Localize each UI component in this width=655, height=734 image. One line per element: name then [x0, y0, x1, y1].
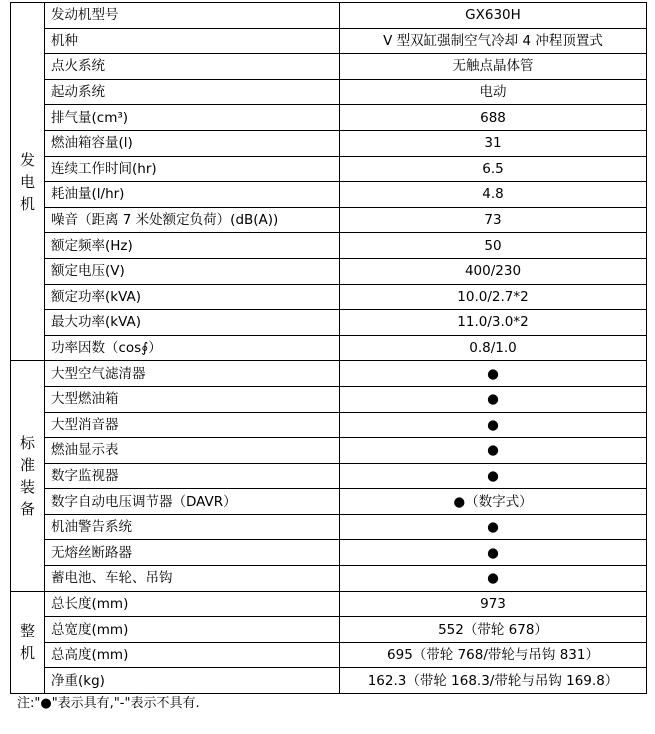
spec-value: 973 — [340, 591, 647, 617]
spec-label: 总高度(mm) — [45, 642, 340, 668]
table-row — [11, 182, 647, 208]
spec-value: 4.8 — [340, 182, 647, 208]
spec-value: 552（带轮 678） — [340, 617, 647, 643]
spec-label: 大型消音器 — [45, 412, 340, 438]
table-row — [11, 130, 647, 156]
group-label: 标准装备 — [20, 433, 36, 518]
table-row — [11, 284, 647, 310]
spec-table-body — [11, 3, 647, 694]
table-row — [11, 463, 647, 489]
table-row — [11, 591, 647, 617]
table-row — [11, 3, 647, 29]
spec-value: GX630H — [340, 3, 647, 29]
spec-label: 机油警告系统 — [45, 514, 340, 540]
table-row — [11, 489, 647, 515]
table-row — [11, 412, 647, 438]
table-row — [11, 642, 647, 668]
spec-table — [10, 2, 647, 694]
spec-value: 162.3（带轮 168.3/带轮与吊钩 169.8） — [340, 668, 647, 694]
group-label: 整机 — [20, 622, 36, 663]
table-row — [11, 617, 647, 643]
spec-label: 功率因数（cos∮） — [45, 335, 340, 361]
group-label-cell — [11, 361, 45, 591]
spec-label: 数字监视器 — [45, 463, 340, 489]
spec-label: 无熔丝断路器 — [45, 540, 340, 566]
footnote: 注:"●"表示具有,"-"表示不具有. — [17, 696, 200, 711]
spec-value: 电动 — [340, 79, 647, 105]
table-row — [11, 54, 647, 80]
group-label: 发电机 — [20, 150, 36, 213]
spec-label: 大型空气滤清器 — [45, 361, 340, 387]
table-row — [11, 514, 647, 540]
table-row — [11, 233, 647, 259]
spec-label: 点火系统 — [45, 54, 340, 80]
spec-label: 机种 — [45, 28, 340, 54]
spec-label: 排气量(cm³) — [45, 105, 340, 131]
spec-label: 起动系统 — [45, 79, 340, 105]
spec-label: 数字自动电压调节器（DAVR） — [45, 489, 340, 515]
spec-label: 蓄电池、车轮、吊钩 — [45, 566, 340, 592]
spec-value: ●（数字式） — [340, 489, 647, 515]
group-label-cell — [11, 591, 45, 693]
table-row — [11, 79, 647, 105]
table-row — [11, 438, 647, 464]
spec-value: ● — [340, 540, 647, 566]
spec-value: 688 — [340, 105, 647, 131]
spec-value: ● — [340, 463, 647, 489]
spec-label: 大型燃油箱 — [45, 386, 340, 412]
table-row — [11, 310, 647, 336]
spec-value: 31 — [340, 130, 647, 156]
spec-label: 连续工作时间(hr) — [45, 156, 340, 182]
spec-value: ● — [340, 438, 647, 464]
spec-label: 额定电压(V) — [45, 258, 340, 284]
table-row — [11, 335, 647, 361]
spec-label: 总宽度(mm) — [45, 617, 340, 643]
table-row — [11, 668, 647, 694]
spec-label: 最大功率(kVA) — [45, 310, 340, 336]
table-row — [11, 361, 647, 387]
spec-label: 额定频率(Hz) — [45, 233, 340, 259]
spec-label: 燃油箱容量(l) — [45, 130, 340, 156]
spec-label: 燃油显示表 — [45, 438, 340, 464]
spec-value: 无触点晶体管 — [340, 54, 647, 80]
spec-value: ● — [340, 412, 647, 438]
table-row — [11, 386, 647, 412]
table-row — [11, 105, 647, 131]
spec-value: ● — [340, 361, 647, 387]
spec-value: 50 — [340, 233, 647, 259]
table-row — [11, 156, 647, 182]
spec-label: 额定功率(kVA) — [45, 284, 340, 310]
spec-value: V 型双缸强制空气冷却 4 冲程顶置式 — [340, 28, 647, 54]
spec-value: 0.8/1.0 — [340, 335, 647, 361]
table-row — [11, 258, 647, 284]
spec-label: 耗油量(l/hr) — [45, 182, 340, 208]
table-row — [11, 540, 647, 566]
spec-value: 11.0/3.0*2 — [340, 310, 647, 336]
spec-value: 10.0/2.7*2 — [340, 284, 647, 310]
spec-value: 400/230 — [340, 258, 647, 284]
spec-label: 净重(kg) — [45, 668, 340, 694]
spec-value: 695（带轮 768/带轮与吊钩 831） — [340, 642, 647, 668]
spec-value: ● — [340, 386, 647, 412]
spec-value: 73 — [340, 207, 647, 233]
table-row — [11, 566, 647, 592]
spec-value: 6.5 — [340, 156, 647, 182]
table-row — [11, 207, 647, 233]
spec-value: ● — [340, 566, 647, 592]
spec-label: 发动机型号 — [45, 3, 340, 29]
spec-value: ● — [340, 514, 647, 540]
spec-label: 总长度(mm) — [45, 591, 340, 617]
group-label-cell — [11, 3, 45, 361]
spec-label: 噪音（距离 7 米处额定负荷）(dB(A)) — [45, 207, 340, 233]
table-row — [11, 28, 647, 54]
